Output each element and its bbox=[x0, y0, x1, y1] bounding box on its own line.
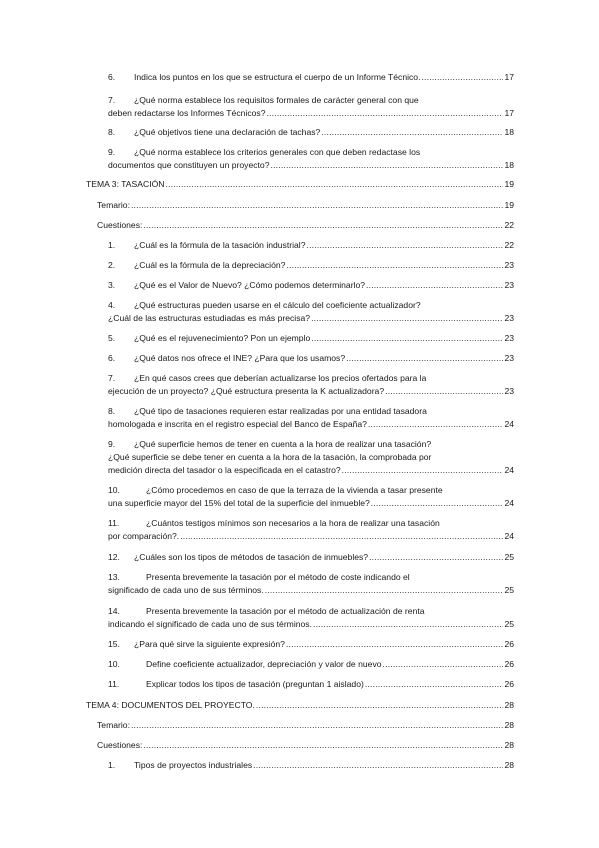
toc-entry-text: ¿Qué norma establece los requisitos formales de carácter general con que bbox=[134, 95, 419, 105]
toc-entry[interactable] bbox=[108, 239, 514, 251]
toc-entry-text: deben redactarse los Informes Técnicos? bbox=[108, 108, 266, 118]
dot-leader bbox=[385, 385, 503, 397]
toc-section-heading[interactable] bbox=[86, 178, 514, 190]
toc-subsection[interactable] bbox=[97, 719, 514, 731]
toc-entry-text: significado de cada uno de sus términos. bbox=[108, 585, 264, 595]
toc-entry-number: 6. bbox=[108, 72, 116, 82]
dot-leader bbox=[421, 71, 503, 83]
toc-entry[interactable] bbox=[108, 405, 514, 417]
dot-leader bbox=[366, 279, 503, 291]
dot-leader bbox=[368, 418, 504, 430]
toc-entry-text: Presenta brevemente la tasación por el método de actualización de renta bbox=[146, 606, 425, 616]
toc-entry-page: 18 bbox=[504, 127, 514, 137]
toc-entry-text: documentos que constituyen un proyecto? bbox=[108, 160, 270, 170]
toc-entry-number: 11. bbox=[108, 518, 120, 528]
dot-leader bbox=[346, 352, 503, 364]
toc-entry-number: 15. bbox=[108, 639, 120, 649]
toc-entry-number: 7. bbox=[108, 373, 116, 383]
toc-entry[interactable] bbox=[108, 332, 514, 344]
toc-entry[interactable] bbox=[108, 94, 514, 106]
toc-entry-text: Temario: bbox=[97, 720, 130, 730]
toc-entry-page: 19 bbox=[504, 179, 514, 189]
toc-entry-page: 17 bbox=[504, 72, 514, 82]
dot-leader bbox=[383, 658, 504, 670]
toc-entry-text: ¿Qué superficie hemos de tener en cuenta a la hora de realizar una tasación? bbox=[134, 439, 432, 449]
dot-leader bbox=[311, 332, 503, 344]
toc-entry-continuation[interactable] bbox=[108, 451, 514, 463]
toc-entry-text: ¿Qué norma establece los criterios generales con que deben redactase los bbox=[134, 147, 421, 157]
toc-entry-text: Define coeficiente actualizador, depreciación y valor de nuevo bbox=[146, 659, 382, 669]
toc-entry-text: Indica los puntos en los que se estructura el cuerpo de un Informe Técnico. bbox=[134, 72, 421, 82]
toc-entry-number: 12. bbox=[108, 552, 120, 562]
toc-entry-text: Presenta brevemente la tasación por el método de coste indicando el bbox=[146, 572, 410, 582]
dot-leader bbox=[180, 530, 503, 542]
toc-entry[interactable] bbox=[108, 438, 514, 450]
toc-entry-continuation[interactable] bbox=[108, 312, 514, 324]
toc-entry-text: ¿Cuántos testigos mínimos son necesarios a la hora de realizar una tasación bbox=[146, 518, 440, 528]
dot-leader bbox=[131, 719, 503, 731]
toc-entry-text: TEMA 4: DOCUMENTOS DEL PROYECTO. bbox=[86, 700, 255, 710]
toc-entry-number: 4. bbox=[108, 300, 116, 310]
toc-entry-text: ¿Cuáles son los tipos de métodos de tasación de inmuebles? bbox=[134, 552, 369, 562]
toc-entry[interactable] bbox=[108, 638, 514, 650]
toc-entry-page: 23 bbox=[504, 260, 514, 270]
toc-entry[interactable] bbox=[108, 299, 514, 311]
toc-entry-page: 23 bbox=[504, 313, 514, 323]
toc-entry-number: 10. bbox=[108, 659, 120, 669]
toc-entry-number: 7. bbox=[108, 95, 116, 105]
dot-leader bbox=[307, 239, 504, 251]
dot-leader bbox=[143, 219, 503, 231]
toc-entry-page: 25 bbox=[504, 552, 514, 562]
toc-entry-text: ¿En qué casos crees que deberían actualizarse los precios ofertados para la bbox=[134, 373, 427, 383]
toc-entry-continuation[interactable] bbox=[108, 418, 514, 430]
toc-entry-number: 9. bbox=[108, 439, 116, 449]
toc-entry-text: ¿Cómo procedemos en caso de que la terraza de la vivienda a tasar presente bbox=[146, 485, 443, 495]
toc-entry[interactable] bbox=[108, 484, 514, 496]
toc-entry-text: Explicar todos los tipos de tasación (preguntan 1 aislado) bbox=[146, 679, 364, 689]
toc-entry-number: 6. bbox=[108, 353, 116, 363]
toc-entry-text: por comparación?. bbox=[108, 531, 180, 541]
toc-entry[interactable] bbox=[108, 658, 514, 670]
toc-entry[interactable] bbox=[108, 571, 514, 583]
toc-entry-text: ¿Qué estructuras pueden usarse en el cálculo del coeficiente actualizador? bbox=[134, 300, 421, 310]
toc-entry-continuation[interactable] bbox=[108, 584, 514, 596]
toc-entry[interactable] bbox=[108, 759, 514, 771]
toc-entry-number: 1. bbox=[108, 240, 116, 250]
toc-entry-text: ejecución de un proyecto? ¿Qué estructura presenta la K actualizadora? bbox=[108, 386, 385, 396]
toc-entry-number: 2. bbox=[108, 260, 116, 270]
toc-entry-page: 24 bbox=[504, 465, 514, 475]
toc-subsection[interactable] bbox=[97, 199, 514, 211]
toc-entry-page: 24 bbox=[504, 531, 514, 541]
toc-entry-page: 26 bbox=[504, 679, 514, 689]
toc-entry-page: 28 bbox=[504, 740, 514, 750]
toc-entry[interactable] bbox=[108, 605, 514, 617]
toc-entry-text: ¿Cuál es la fórmula de la depreciación? bbox=[134, 260, 286, 270]
toc-entry-page: 23 bbox=[504, 333, 514, 343]
toc-entry-continuation[interactable] bbox=[108, 385, 514, 397]
toc-entry-continuation[interactable] bbox=[108, 530, 514, 542]
dot-leader bbox=[365, 678, 504, 690]
toc-entry-page: 24 bbox=[504, 498, 514, 508]
dot-leader bbox=[143, 739, 503, 751]
toc-entry-text: ¿Cuál de las estructuras estudiadas es más precisa? bbox=[108, 313, 311, 323]
toc-entry-text: ¿Cuál es la fórmula de la tasación industrial? bbox=[134, 240, 306, 250]
dot-leader bbox=[286, 638, 503, 650]
toc-entry-page: 19 bbox=[504, 200, 514, 210]
dot-leader bbox=[311, 312, 503, 324]
dot-leader bbox=[313, 618, 503, 630]
toc-entry-number: 13. bbox=[108, 572, 120, 582]
dot-leader bbox=[253, 759, 503, 771]
toc-entry-page: 25 bbox=[504, 619, 514, 629]
dot-leader bbox=[371, 497, 504, 509]
dot-leader bbox=[265, 584, 504, 596]
toc-entry-page: 23 bbox=[504, 353, 514, 363]
toc-entry-page: 24 bbox=[504, 419, 514, 429]
toc-entry-number: 11. bbox=[108, 679, 120, 689]
toc-entry-text: ¿Qué objetivos tiene una declaración de tachas? bbox=[134, 127, 321, 137]
toc-entry-number: 3. bbox=[108, 280, 116, 290]
toc-entry-page: 28 bbox=[504, 700, 514, 710]
toc-entry-page: 23 bbox=[504, 386, 514, 396]
toc-entry[interactable] bbox=[108, 678, 514, 690]
toc-entry-page: 28 bbox=[504, 720, 514, 730]
dot-leader bbox=[270, 159, 503, 171]
toc-entry-continuation[interactable] bbox=[108, 159, 514, 171]
toc-entry-number: 5. bbox=[108, 333, 116, 343]
toc-entry-number: 10. bbox=[108, 485, 120, 495]
toc-entry-text: Temario: bbox=[97, 200, 130, 210]
toc-entry-continuation[interactable] bbox=[108, 107, 514, 119]
toc-entry-number: 9. bbox=[108, 147, 116, 157]
toc-entry-text: indicando el significado de cada uno de sus términos. bbox=[108, 619, 312, 629]
toc-entry[interactable] bbox=[108, 126, 514, 138]
toc-entry-text: ¿Qué tipo de tasaciones requieren estar realizadas por una entidad tasadora bbox=[134, 406, 427, 416]
toc-entry-page: 26 bbox=[504, 639, 514, 649]
toc-entry-number: 14. bbox=[108, 606, 120, 616]
toc-entry[interactable] bbox=[108, 352, 514, 364]
dot-leader bbox=[256, 699, 504, 711]
toc-entry[interactable] bbox=[108, 551, 514, 563]
toc-entry-page: 23 bbox=[504, 280, 514, 290]
toc-entry-text: medición directa del tasador o la especificada en el catastro? bbox=[108, 465, 341, 475]
toc-entry-continuation[interactable] bbox=[108, 497, 514, 509]
toc-entry-text: ¿Qué es el Valor de Nuevo? ¿Cómo podemos determinarlo? bbox=[134, 280, 366, 290]
toc-entry[interactable] bbox=[108, 71, 514, 83]
dot-leader bbox=[321, 126, 503, 138]
dot-leader bbox=[342, 464, 504, 476]
toc-entry-text: Cuestiones: bbox=[97, 220, 143, 230]
dot-leader bbox=[369, 551, 503, 563]
toc-entry-page: 18 bbox=[504, 160, 514, 170]
toc-entry-text: ¿Qué superficie se debe tener en cuenta a la hora de la tasación, la comprobada por bbox=[108, 452, 432, 462]
toc-entry-text: ¿Para qué sirve la siguiente expresión? bbox=[134, 639, 285, 649]
toc-entry[interactable] bbox=[108, 279, 514, 291]
toc-entry-text: ¿Qué datos nos ofrece el INE? ¿Para que los usamos? bbox=[134, 353, 346, 363]
toc-entry-text: Tipos de proyectos industriales bbox=[134, 760, 253, 770]
toc-section-heading[interactable] bbox=[86, 699, 514, 711]
toc-entry[interactable] bbox=[108, 146, 514, 158]
toc-entry-text: Cuestiones: bbox=[97, 740, 143, 750]
toc-entry-page: 28 bbox=[504, 760, 514, 770]
toc-entry-continuation[interactable] bbox=[108, 618, 514, 630]
toc-entry-text: ¿Qué es el rejuvenecimiento? Pon un ejemplo bbox=[134, 333, 311, 343]
toc-entry-number: 8. bbox=[108, 127, 116, 137]
toc-entry-page: 25 bbox=[504, 585, 514, 595]
dot-leader bbox=[286, 259, 503, 271]
toc-entry-page: 26 bbox=[504, 659, 514, 669]
toc-entry-number: 1. bbox=[108, 760, 116, 770]
toc-entry-text: TEMA 3: TASACIÓN bbox=[86, 179, 165, 189]
toc-entry[interactable] bbox=[108, 372, 514, 384]
toc-entry-page: 17 bbox=[504, 108, 514, 118]
toc-entry-continuation[interactable] bbox=[108, 464, 514, 476]
dot-leader bbox=[266, 107, 503, 119]
toc-entry-page: 22 bbox=[504, 240, 514, 250]
toc-entry[interactable] bbox=[108, 517, 514, 529]
toc-subsection[interactable] bbox=[97, 219, 514, 231]
toc-subsection[interactable] bbox=[97, 739, 514, 751]
dot-leader bbox=[165, 178, 503, 190]
toc-entry-text: una superficie mayor del 15% del total de la superficie del inmueble? bbox=[108, 498, 370, 508]
toc-entry-page: 22 bbox=[504, 220, 514, 230]
toc-entry-text: homologada e inscrita en el registro especial del Banco de España? bbox=[108, 419, 367, 429]
toc-entry-number: 8. bbox=[108, 406, 116, 416]
dot-leader bbox=[131, 199, 503, 211]
toc-entry[interactable] bbox=[108, 259, 514, 271]
